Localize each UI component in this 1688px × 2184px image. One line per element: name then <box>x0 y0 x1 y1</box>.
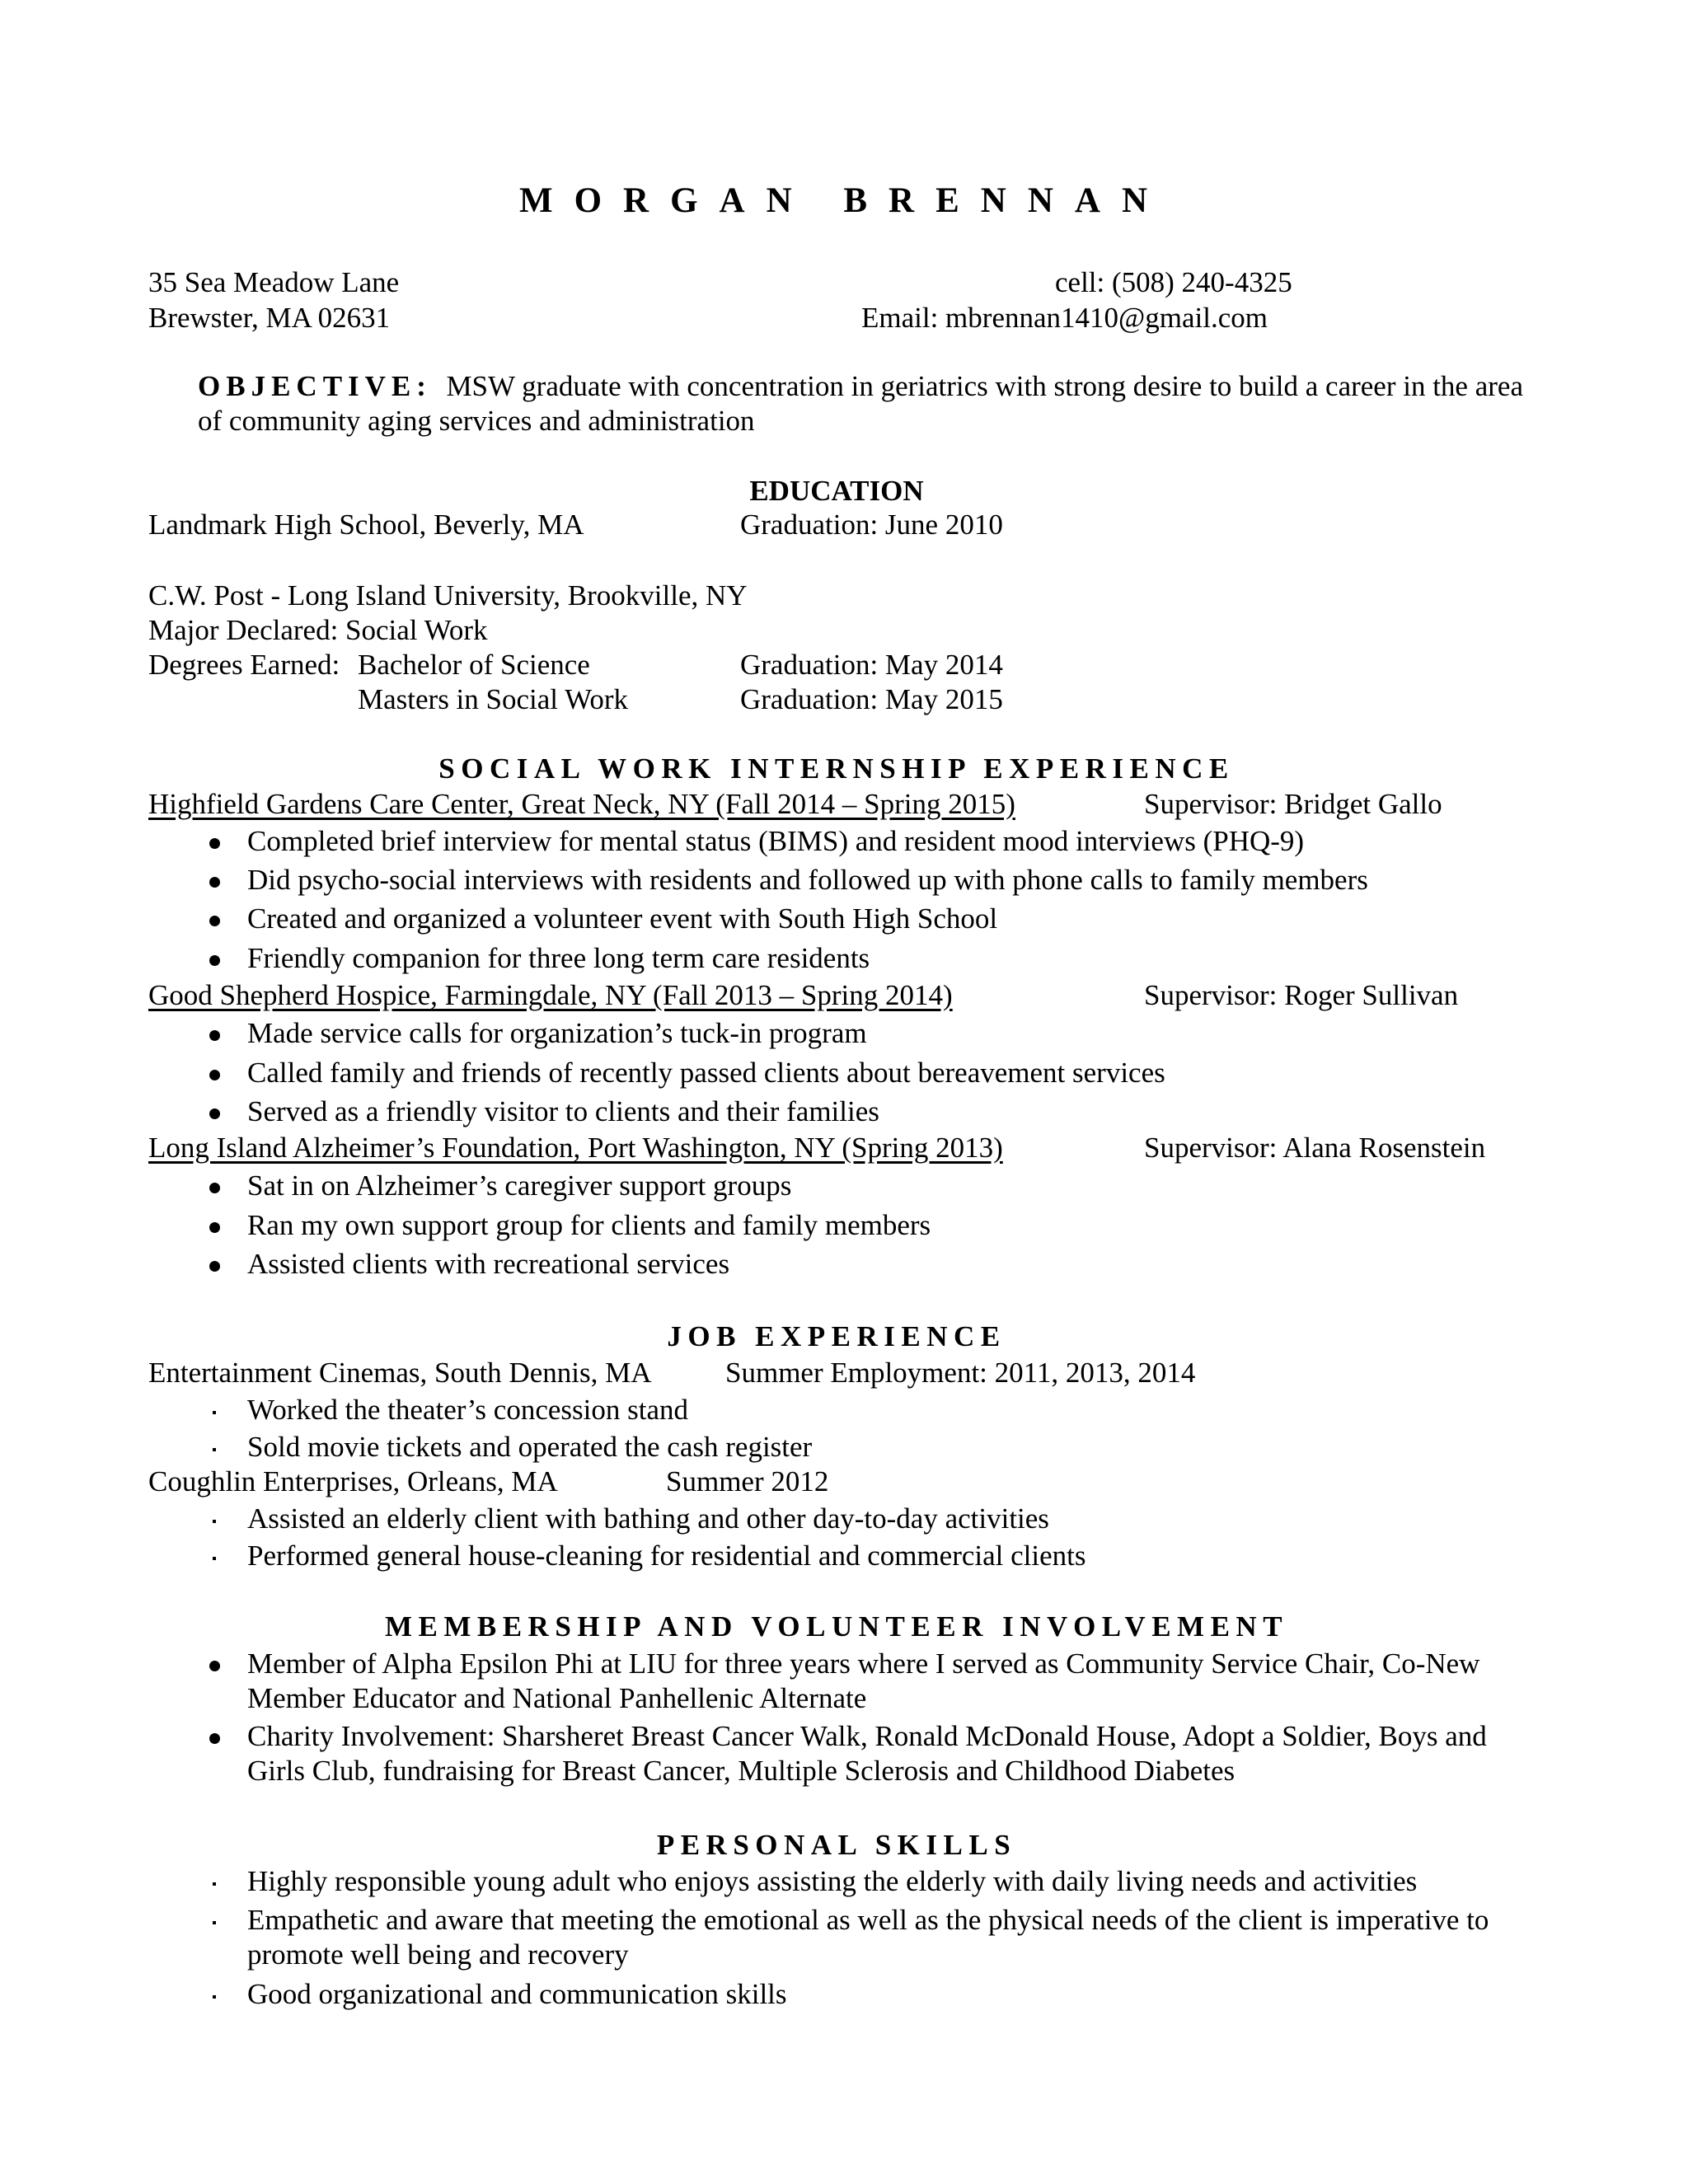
high-school: Landmark High School, Beverly, MA <box>148 509 584 541</box>
skills-heading: PERSONAL SKILLS <box>656 1829 1017 1861</box>
degree-masters-graduation: Graduation: May 2015 <box>740 683 1003 715</box>
bullet-icon <box>209 1661 220 1671</box>
bullet-icon <box>209 955 220 966</box>
membership-heading: MEMBERSHIP AND VOLUNTEER INVOLVEMENT <box>384 1610 1289 1643</box>
job-org: Entertainment Cinemas, South Dennis, MA <box>148 1357 652 1389</box>
email-address: Email: mbrennan1410@gmail.com <box>861 302 1268 334</box>
bullet-icon <box>209 877 220 888</box>
high-school-graduation: Graduation: June 2010 <box>740 509 1003 541</box>
bullet-icon <box>213 1520 216 1523</box>
job-period: Summer Employment: 2011, 2013, 2014 <box>725 1357 1196 1389</box>
job-heading: JOB EXPERIENCE <box>667 1320 1006 1352</box>
degree-masters: Masters in Social Work <box>358 683 629 715</box>
degree-bachelor-graduation: Graduation: May 2014 <box>740 649 1003 681</box>
bullet-icon <box>209 1030 220 1041</box>
university: C.W. Post - Long Island University, Brookville, NY <box>148 579 748 612</box>
degree-bachelor: Bachelor of Science <box>358 649 590 681</box>
major-declared: Major Declared: Social Work <box>148 614 488 646</box>
bullet-icon <box>213 1995 216 1999</box>
bullet-icon <box>209 1108 220 1119</box>
internship-entry-1-header <box>148 787 1456 822</box>
address-line-1: 35 Sea Meadow Lane <box>148 266 400 298</box>
degrees-label: Degrees Earned: <box>148 649 340 681</box>
internship-org: Good Shepherd Hospice, Farmingdale, NY (Fall 2013 – Spring 2014) <box>148 979 953 1011</box>
internship-heading: SOCIAL WORK INTERNSHIP EXPERIENCE <box>438 752 1235 785</box>
bullet-icon <box>209 1070 220 1080</box>
bullet-icon <box>209 1261 220 1272</box>
internship-entry-3-header <box>148 1131 1500 1165</box>
bullet-icon <box>213 1448 216 1451</box>
education-heading: EDUCATION <box>749 475 924 507</box>
address-line-2: Brewster, MA 02631 <box>148 302 391 334</box>
internship-supervisor: Supervisor: Roger Sullivan <box>1144 979 1459 1011</box>
internship-supervisor: Supervisor: Alana Rosenstein <box>1144 1132 1486 1164</box>
job-org: Coughlin Enterprises, Orleans, MA <box>148 1465 558 1497</box>
bullet-icon <box>209 838 220 849</box>
internship-org: Highfield Gardens Care Center, Great Neck, NY (Fall 2014 – Spring 2015) <box>148 788 1015 820</box>
bullet-icon <box>213 1882 216 1886</box>
objective <box>198 369 1525 438</box>
bullet-icon <box>213 1921 216 1924</box>
candidate-name: MORGAN BRENNAN <box>518 181 1170 220</box>
cell-phone: cell: (508) 240-4325 <box>1055 266 1292 298</box>
resume-page: MORGAN BRENNAN 35 Sea Meadow Lane Brewster, MA 02631 cell: (508) 240-4325 Email: mbrennan1410@gmail.com OBJECTIVE: MSW graduate with concentration in geriatrics with strong desire to build a career in the area of community aging services and administration EDUCATION Landmark High School, Beverly, MA Graduation: June 2010 C.W. Post - Long Island University, Brookville, NY Major Declared: Social Work Degrees Earned: Bachelor of Science Graduation: May 2014 Masters in Social Work Graduation: May 2015 SOCIAL WORK INTERNSHIP EXPERIENCE Highfield Gardens Care Center, Great Neck, NY (Fall 2014 – Spring 2015) Supervisor: Bridget Gallo Completed brief interview for mental status (BIMS) and resident mood interviews (PHQ-9) Did psycho-social interviews with residents and followed up with phone calls to family members Created and organized a volunteer event with South High School Friendly companion for three long term care residents Good Shepherd Hospice, Farmingdale, NY (Fall 2013 – Spring 2014) Supervisor: Roger Sullivan Made service calls for organization’s tuck-in program Called family and friends of recently passed clients about bereavement services Served as a friendly visitor to clients and their families Long Island Alzheimer’s Foundation, Port Washington, NY (Spring 2013) Supervisor: Alana Rosenstein Sat in on Alzheimer’s caregiver support groups Ran my own support group for clients and family members Assisted clients with recreational services JOB EXPERIENCE Entertainment Cinemas, South Dennis, MA Summer Employment: 2011, 2013, 2014 Worked the theater’s concession stand Sold movie tickets and operated the cash register Coughlin Enterprises, Orleans, MA Summer 2012 Assisted an elderly client with bathing and other day-to-day activities Performed general house-cleaning for residential and commercial clients MEMBERSHIP AND VOLUNTEER INVOLVEMENT Member of Alpha Epsilon Phi at LIU for three years where I served as Community Service Chair, Co-New Member Educator and National Panhellenic Alternate Charity Involvement: Sharsheret Breast Cancer Walk, Ronald McDonald House, Adopt a Soldier, Boys and Girls Club, fundraising for Breast Cancer, Multiple Sclerosis and Childhood Diabetes PERSONAL SKILLS Highly responsible young adult who enjoys assisting the elderly with daily living needs and activities Empathetic and aware that meeting the emotional as well as the physical needs of the client is imperative to promote well being and recovery Good organizational and communication skills <box>0 0 1688 2184</box>
bullet-icon <box>209 916 220 926</box>
bullet-icon <box>213 1557 216 1560</box>
bullet-icon <box>209 1733 220 1744</box>
objective-label: OBJECTIVE: <box>198 370 432 402</box>
bullet-icon <box>213 1411 216 1414</box>
internship-entry-2-header <box>148 978 1472 1013</box>
internship-org: Long Island Alzheimer’s Foundation, Port Washington, NY (Spring 2013) <box>148 1132 1003 1164</box>
objective-text: MSW graduate with concentration in geriatrics with strong desire to build a career in the area of community aging services and administration <box>198 370 1523 437</box>
job-period: Summer 2012 <box>666 1465 829 1497</box>
bullet-icon <box>209 1222 220 1233</box>
internship-supervisor: Supervisor: Bridget Gallo <box>1144 788 1442 820</box>
bullet-icon <box>209 1183 220 1193</box>
